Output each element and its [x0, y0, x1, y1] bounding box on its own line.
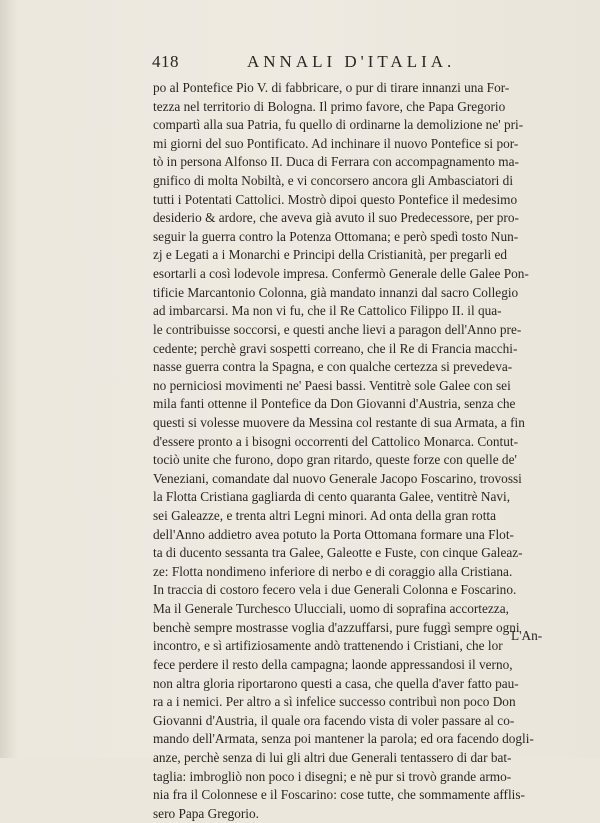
text-line: tociò unite che furono, dopo gran ritardo, queste forze con quelle de'	[153, 452, 517, 468]
text-line: ad imbarcarsi. Ma non vi fu, che il Re Cattolico Filippo II. il qua-	[153, 303, 502, 319]
catchword: L'An-	[511, 628, 543, 643]
text-line: benchè sempre mostrasse voglia d'azzuffarsi, pure fuggì sempre ogni	[153, 619, 520, 635]
text-line: cedente; perchè gravi sospetti correano, che il Re di Francia macchi-	[153, 340, 518, 356]
text-line: incontro, e sì artifiziosamente andò trattenendo i Cristiani, che lor	[153, 638, 503, 654]
text-line: la Flotta Cristiana gagliarda di cento quaranta Galee, ventitrè Navi,	[153, 489, 511, 505]
text-line: fece perdere il resto della campagna; laonde appressandosi il verno,	[153, 656, 513, 672]
text-line: ra a i nemici. Per altro a sì infelice successo contribuì non poco Don	[153, 694, 516, 710]
text-line: tificie Marcantonio Colonna, già mandato innanzi dal sacro Collegio	[153, 284, 519, 300]
text-line: mila fanti ottenne il Pontefice da Don Giovanni d'Austria, senza che	[153, 396, 516, 412]
page-header	[152, 52, 482, 74]
text-line: questi si volesse muovere da Messina col restante di sua Armata, a fin	[153, 414, 525, 430]
text-line: nia fra il Colonnese e il Foscarino: cose tutte, che sommamente afflis-	[153, 787, 525, 803]
text-line: anze, perchè senza di lui gli altri due Generali tentassero di dar bat-	[153, 749, 512, 765]
text-line: Veneziani, comandate dal nuovo Generale Jacopo Foscarino, trovossi	[153, 470, 522, 486]
text-line: mi giorni del suo Pontificato. Ad inchinare il nuovo Pontefice si por-	[153, 135, 519, 151]
text-line: ta di ducento sessanta tra Galee, Galeotte e Fuste, con cinque Galeaz-	[153, 545, 523, 561]
text-line: desiderio & ardore, che aveva già avuto il suo Predecessore, per pro-	[153, 210, 519, 226]
text-line: compartì alla sua Patria, fu quello di ordinarne la demolizione ne' pri-	[153, 117, 524, 133]
text-line: d'essere pronto a i bisogni occorrenti del Cattolico Monarca. Contut-	[153, 433, 519, 449]
text-line: Giovanni d'Austria, il quale ora facendo vista di voler passare al co-	[153, 712, 515, 728]
text-line: Ma il Generale Turchesco Ulucciali, uomo di soprafina accortezza,	[153, 601, 509, 617]
text-line: esortarli a così lodevole impresa. Confermò Generale delle Galee Pon-	[153, 266, 529, 282]
text-line: sero Papa Gregorio.	[153, 805, 259, 821]
running-title: ANNALI D'ITALIA.	[247, 52, 456, 71]
text-line: zj e Legati a i Monarchi e Principi della Cristianità, per pregarli ed	[153, 247, 508, 263]
text-line: no perniciosi movimenti ne' Paesi bassi. Ventitrè sole Galee con sei	[153, 377, 511, 393]
text-line: non altra gloria riportarono questi a casa, che quella d'aver fatto pau-	[153, 675, 519, 691]
text-line: tutti i Potentati Cattolici. Mostrò dipoi questo Pontefice il medesimo	[153, 191, 518, 207]
text-line: In traccia di costoro fecero vela i due Generali Colonna e Foscarino.	[153, 582, 517, 598]
page-number: 418	[152, 52, 179, 71]
text-line: tò in persona Alfonso II. Duca di Ferrara con accompagnamento ma-	[153, 154, 519, 170]
text-line: ze: Flotta nondimeno inferiore di nerbo e di coraggio alla Cristiana.	[153, 563, 513, 579]
body-text	[153, 79, 553, 823]
text-line: seguir la guerra contro la Potenza Ottomana; e però spedì tosto Nun-	[153, 228, 519, 244]
text-line: taglia: imbrogliò non poco i disegni; e nè pur si trovò grande armo-	[153, 768, 512, 784]
text-line: dell'Anno addietro avea potuto la Porta Ottomana formare una Flot-	[153, 526, 514, 542]
text-line: nasse guerra contra la Spagna, e con qualche certezza si prevedeva-	[153, 359, 513, 375]
text-line: tezza nel territorio di Bologna. Il primo favore, che Papa Gregorio	[153, 98, 506, 114]
text-line: po al Pontefice Pio V. di fabbricare, o pur di tirare innanzi una For-	[153, 80, 510, 95]
text-line: le contribuisse soccorsi, e questi anche lievi a paragon dell'Anno pre-	[153, 321, 522, 337]
text-line: gnifico di molta Nobiltà, e vi concorsero ancora gli Ambasciatori di	[153, 173, 514, 189]
text-line: mando dell'Armata, senza poi mantener la parola; ed ora facendo dogli-	[153, 731, 534, 747]
text-line: sei Galeazze, e trenta altri Legni minori. Ad onta della gran rotta	[153, 508, 496, 524]
